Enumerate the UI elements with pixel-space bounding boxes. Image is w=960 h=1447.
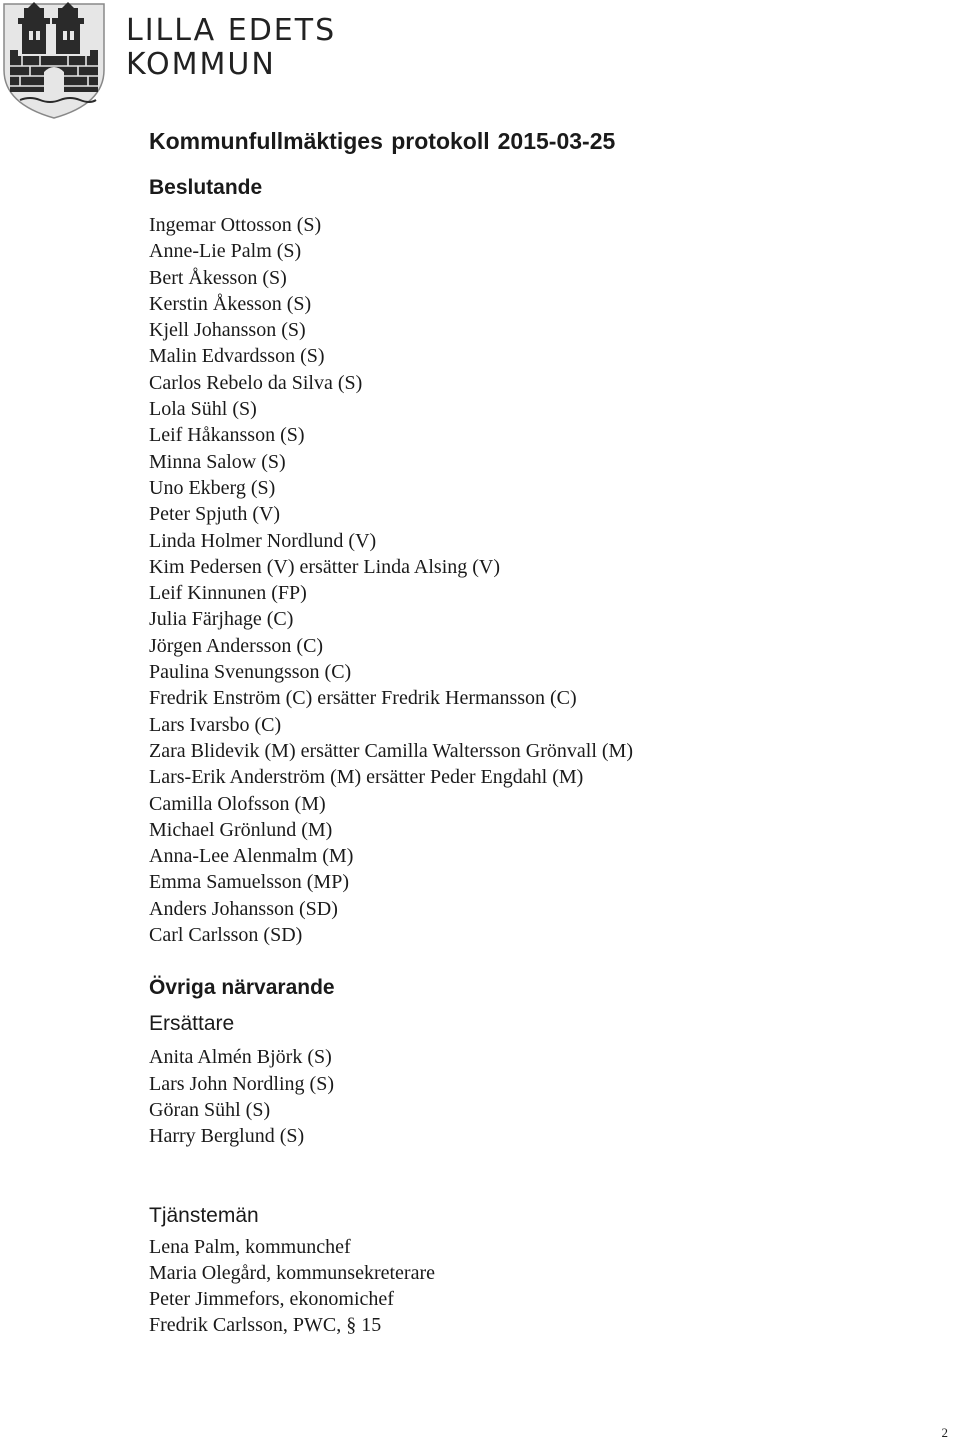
list-item: Lena Palm, kommunchef xyxy=(149,1235,351,1258)
list-item: Lars Ivarsbo (C) xyxy=(149,713,282,736)
municipality-crest-logo xyxy=(0,0,112,120)
list-item: Paulina Svenungsson (C) xyxy=(149,661,352,684)
list-item: Fredrik Carlsson, PWC, § 15 xyxy=(149,1314,382,1337)
list-item: Linda Holmer Nordlund (V) xyxy=(149,529,377,552)
list-item: Kjell Johansson (S) xyxy=(149,319,306,342)
document-date: 2015-03-25 xyxy=(497,128,616,154)
list-item: Peter Jimmefors, ekonomichef xyxy=(149,1288,394,1311)
document-title xyxy=(149,124,909,158)
list-item: Camilla Olofsson (M) xyxy=(149,792,326,815)
document-body xyxy=(149,124,909,1339)
list-item: Lars-Erik Anderström (M) ersätter Peder Engdahl (M) xyxy=(149,766,584,789)
municipality-name-line2: KOMMUN xyxy=(126,47,276,82)
list-item: Bert Åkesson (S) xyxy=(149,266,287,289)
beslutande-list xyxy=(149,212,909,948)
municipality-name-line1: LILLA EDETS xyxy=(126,13,337,48)
tjanstemen-list xyxy=(149,1234,909,1339)
section-heading-ovriga: Övriga närvarande xyxy=(149,976,335,1000)
list-item: Ingemar Ottosson (S) xyxy=(149,214,322,236)
subheading-ersattare: Ersättare xyxy=(149,1012,235,1036)
page-number: 2 xyxy=(941,1425,948,1440)
list-item: Harry Berglund (S) xyxy=(149,1125,305,1148)
list-item: Uno Ekberg (S) xyxy=(149,476,276,499)
list-item: Malin Edvardsson (S) xyxy=(149,345,325,368)
letterhead xyxy=(0,0,337,120)
list-item: Michael Grönlund (M) xyxy=(149,818,333,841)
list-item: Göran Sühl (S) xyxy=(149,1098,271,1121)
section-heading-beslutande: Beslutande xyxy=(149,176,263,199)
list-item: Leif Kinnunen (FP) xyxy=(149,582,307,605)
list-item: Anna-Lee Alenmalm (M) xyxy=(149,845,354,868)
list-item: Carlos Rebelo da Silva (S) xyxy=(149,371,363,394)
list-item: Emma Samuelsson (MP) xyxy=(149,871,349,894)
list-item: Fredrik Enström (C) ersätter Fredrik Hermansson (C) xyxy=(149,687,577,710)
list-item: Carl Carlsson (SD) xyxy=(149,924,303,947)
list-item: Jörgen Andersson (C) xyxy=(149,634,324,657)
list-item: Kerstin Åkesson (S) xyxy=(149,292,312,315)
list-item: Anne-Lie Palm (S) xyxy=(149,240,302,263)
list-item: Anita Almén Björk (S) xyxy=(149,1046,332,1069)
list-item: Kim Pedersen (V) ersätter Linda Alsing (V) xyxy=(149,555,501,578)
ersattare-list xyxy=(149,1044,909,1149)
list-item: Anders Johansson (SD) xyxy=(149,897,338,920)
list-item: Zara Blidevik (M) ersätter Camilla Waltersson Grönvall (M) xyxy=(149,739,633,762)
municipality-name xyxy=(126,14,336,82)
list-item: Lola Sühl (S) xyxy=(149,398,257,421)
list-item: Lars John Nordling (S) xyxy=(149,1072,334,1095)
list-item: Julia Färjhage (C) xyxy=(149,608,294,631)
list-item: Peter Spjuth (V) xyxy=(149,503,281,526)
subheading-tjanstemen: Tjänstemän xyxy=(149,1203,259,1227)
list-item: Minna Salow (S) xyxy=(149,450,286,473)
list-item: Leif Håkansson (S) xyxy=(149,424,305,447)
document-title-text: Kommunfullmäktiges protokoll xyxy=(149,128,490,154)
list-item: Maria Olegård, kommunsekreterare xyxy=(149,1261,435,1284)
